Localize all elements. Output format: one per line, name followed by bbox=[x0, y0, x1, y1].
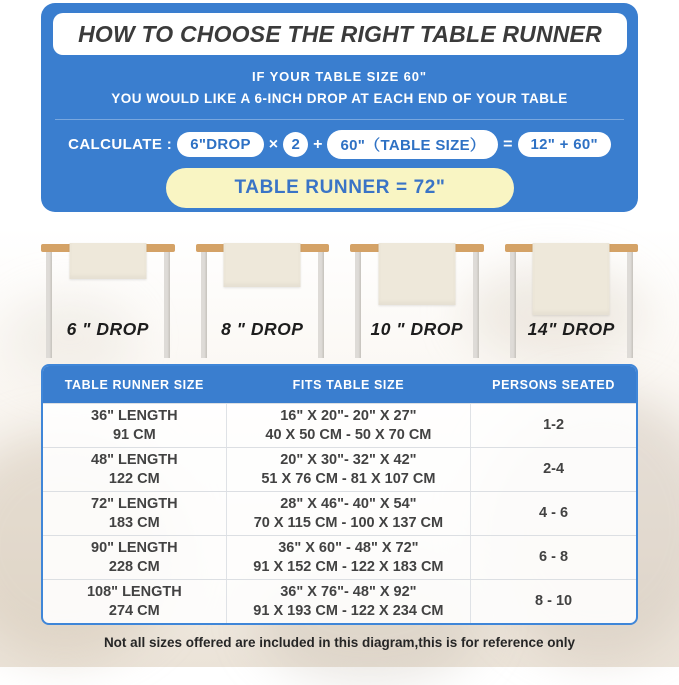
cell-runner-size: 108" LENGTH 274 CM bbox=[86, 584, 182, 619]
chart-header-cell: FITS TABLE SIZE bbox=[292, 377, 405, 392]
cell-runner-size: 48" LENGTH 122 CM bbox=[91, 452, 178, 487]
table-leg-right bbox=[164, 252, 170, 358]
table-row bbox=[43, 491, 636, 535]
chart-header-row bbox=[43, 366, 636, 403]
factor-circle: 2 bbox=[283, 132, 308, 157]
table-row bbox=[43, 535, 636, 579]
drop-label: 8 " DROP bbox=[221, 319, 304, 339]
banner-line-2: YOU WOULD LIKE A 6-INCH DROP AT EACH END OF YOUR TABLE bbox=[111, 91, 568, 106]
runner-graphic bbox=[224, 243, 301, 287]
chart-header-cell: TABLE RUNNER SIZE bbox=[64, 377, 204, 392]
table-leg-right bbox=[627, 252, 633, 358]
table-leg-right bbox=[473, 252, 479, 358]
cell-fits-size: 28" X 46"- 40" X 54" 70 X 115 CM - 100 X 137 CM bbox=[226, 492, 472, 535]
runner-graphic bbox=[69, 243, 146, 279]
drop-label: 10 " DROP bbox=[370, 319, 464, 339]
size-chart bbox=[41, 364, 638, 625]
page-title: HOW TO CHOOSE THE RIGHT TABLE RUNNER bbox=[78, 20, 602, 47]
cell-runner-size: 36" LENGTH 91 CM bbox=[91, 408, 178, 443]
cell-fits-size: 36" X 60" - 48" X 72" 91 X 152 CM - 122 X 183 CM bbox=[226, 536, 472, 579]
banner-line-1: IF YOUR TABLE SIZE 60" bbox=[251, 69, 427, 84]
cell-persons: 4 - 6 bbox=[539, 505, 569, 522]
table-leg-left bbox=[510, 252, 516, 358]
multiply-operator: × bbox=[268, 135, 279, 153]
table-illustration-8 bbox=[196, 240, 330, 365]
equals-operator: = bbox=[503, 135, 513, 153]
table-row bbox=[43, 447, 636, 491]
cell-persons: 8 - 10 bbox=[535, 593, 573, 610]
table-leg-left bbox=[355, 252, 361, 358]
table-illustration-14 bbox=[505, 240, 639, 365]
cell-fits-size: 20" X 30"- 32" X 42" 51 X 76 CM - 81 X 107 CM bbox=[226, 448, 472, 491]
table-illustration-10 bbox=[350, 240, 484, 365]
plus-operator: + bbox=[313, 135, 323, 153]
drop-illustrations bbox=[41, 240, 638, 365]
cell-persons: 1-2 bbox=[543, 417, 565, 434]
cell-fits-size: 16" X 20"- 20" X 27" 40 X 50 CM - 50 X 70 CM bbox=[226, 404, 472, 447]
cell-runner-size: 90" LENGTH 228 CM bbox=[91, 540, 178, 575]
chart-header-cell: PERSONS SEATED bbox=[492, 377, 615, 392]
footer-note: Not all sizes offered are included in this diagram,this is for reference only bbox=[103, 635, 576, 650]
drop-label: 6 " DROP bbox=[66, 319, 149, 339]
table-leg-left bbox=[201, 252, 207, 358]
cell-persons: 2-4 bbox=[543, 461, 565, 478]
calculate-label: CALCULATE : bbox=[68, 136, 173, 153]
table-size-pill: 60"（TABLE SIZE） bbox=[327, 130, 498, 159]
panel-divider bbox=[55, 119, 624, 120]
drop-pill: 6"DROP bbox=[177, 132, 264, 157]
sum-pill: 12" + 60" bbox=[518, 132, 611, 157]
cell-fits-size: 36" X 76"- 48" X 92" 91 X 193 CM - 122 X 234 CM bbox=[226, 580, 472, 623]
page-title-box bbox=[53, 13, 627, 55]
table-row bbox=[43, 579, 636, 623]
table-leg-left bbox=[46, 252, 52, 358]
cell-persons: 6 - 8 bbox=[539, 549, 569, 566]
drop-label: 14" DROP bbox=[527, 319, 615, 339]
runner-graphic bbox=[378, 243, 455, 305]
runner-result-pill: TABLE RUNNER = 72" bbox=[166, 168, 514, 208]
table-leg-right bbox=[318, 252, 324, 358]
table-illustration-6 bbox=[41, 240, 175, 365]
runner-graphic bbox=[533, 243, 610, 315]
calculation-row bbox=[41, 130, 638, 159]
header-panel bbox=[41, 3, 638, 212]
table-row bbox=[43, 403, 636, 447]
cell-runner-size: 72" LENGTH 183 CM bbox=[91, 496, 178, 531]
